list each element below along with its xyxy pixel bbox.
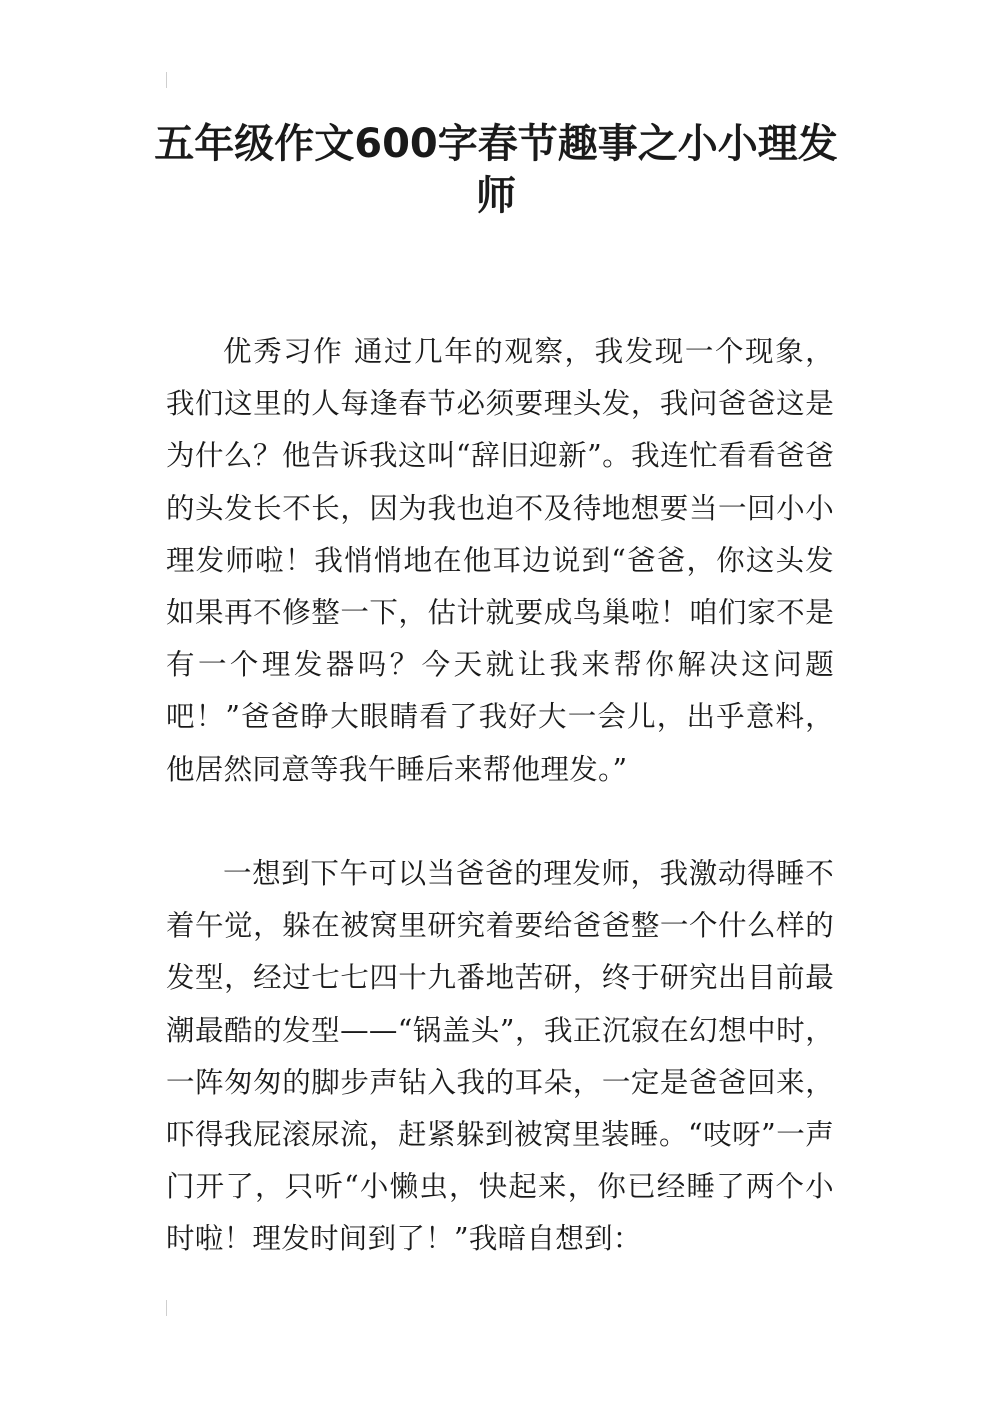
page-corner-mark-bottom — [166, 1300, 167, 1316]
document-title: 五年级作文600字春节趣事之小小理发师 — [154, 121, 838, 219]
paragraph-1: 优秀习作 通过几年的观察，我发现一个现象，我们这里的人每逢春节必须要理头发，我问爸爸这是为什么？他告诉我这叫“辞旧迎新”。我连忙看看爸爸的头发长不长，因为我也迫不及待地想要当一回小小理发师啦！我悄悄地在他耳边说到“爸爸，你这头发如果再不修整一下，估计就要成鸟巢啦！咱们家不是有一个理发器吗？今天就让我来帮你解决这问题吧！”爸爸睁大眼睛看了我好大一会儿，出乎意料，他居然同意等我午睡后来帮他理发。” — [166, 335, 834, 786]
paragraph-2: 一想到下午可以当爸爸的理发师，我激动得睡不着午觉，躲在被窝里研究着要给爸爸整一个什么样的发型，经过七七四十九番地苦研，终于研究出目前最潮最酷的发型——“锅盖头”，我正沉寂在幻想中时，一阵匆匆的脚步声钻入我的耳朵，一定是爸爸回来，吓得我屁滚尿流，赶紧躲到被窝里装睡。“吱呀”一声门开了，只听“小懒虫，快起来，你已经睡了两个小时啦！理发时间到了！”我暗自想到： — [166, 857, 834, 1256]
paragraph-container — [166, 326, 834, 796]
paragraph-container — [166, 848, 834, 1266]
page-corner-mark-top — [166, 72, 167, 88]
